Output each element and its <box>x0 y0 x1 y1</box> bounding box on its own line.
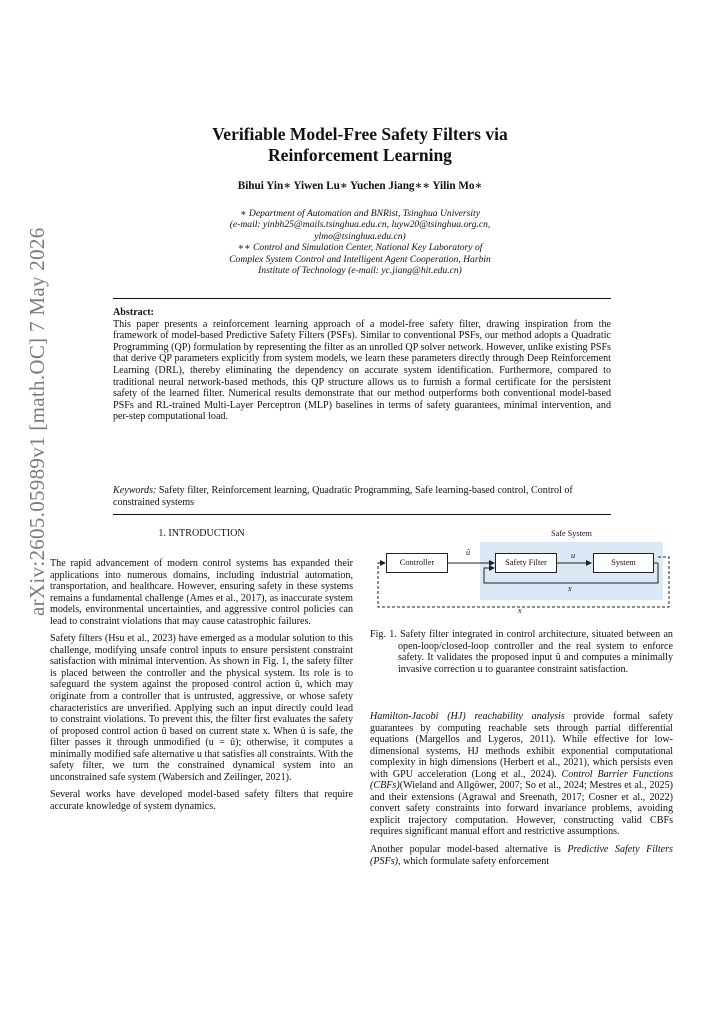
figure-1-diagram <box>370 527 675 617</box>
paragraph: The rapid advancement of modern control systems has expanded their applications into numerous domains, including industrial automation, transportation, and healthcare. However, ensuring safety in these systems remains a fundamental challenge (Ames et al., 2017), as inaccurate system models, environmental uncertainties, and aggressive control policies can lead to constraint violations that may cause catastrophic failures. <box>50 558 353 627</box>
left-column <box>50 558 353 818</box>
affiliation-line: ∗∗ Control and Simulation Center, National Key Laboratory of <box>237 242 483 254</box>
arxiv-id: arXiv:2605.05989v1 [math.OC] 7 May 2026 <box>25 227 49 616</box>
paragraph <box>370 844 673 867</box>
term-psf: Predictive Safety Filters (PSFs) <box>370 844 673 867</box>
caption-text: Safety filter integrated in control architecture, situated between an open-loop/closed-loop controller and the real system to enforce safety. It validates the proposed input û and computes a minimally invasive correction u to guarantee constraint satisfaction. <box>396 629 673 675</box>
keywords-label: Keywords: <box>113 485 157 496</box>
arxiv-stamp <box>8 160 56 620</box>
paragraph-text: , which formulate safety enforcement <box>398 855 550 867</box>
paragraph: Several works have developed model-based safety filters that require accurate knowledge of system dynamics. <box>50 789 353 812</box>
affiliation-line: ∗ Department of Automation and BNRist, Tsinghua University <box>240 208 480 219</box>
affiliations <box>150 208 570 276</box>
system-block: System <box>593 553 654 573</box>
u-label: u <box>571 551 576 560</box>
title-line-1: Verifiable Model-Free Safety Filters via <box>212 124 508 144</box>
safety-filter-block: Safety Filter <box>495 553 557 573</box>
safe-system-label: Safe System <box>551 529 592 538</box>
paragraph-text: provide formal safety guarantees by computing reachable sets through partial differential equations (Margellos and Lygeros, 2011). While effective for low-dimensional systems, HJ methods exhibit exponential computational complexity in high dimensions (Herbert et al., 2021), which persists even with GPU acceleration (Long et al., 2024). <box>370 711 673 780</box>
section-heading-introduction: 1. INTRODUCTION <box>158 528 245 539</box>
controller-block: Controller <box>386 553 448 573</box>
x-inner-label: x <box>568 584 572 593</box>
affiliation-line: ylmo@tsinghua.edu.cn) <box>314 230 406 242</box>
paragraph-text: (Wieland and Allgöwer, 2007; So et al., 2024; Mestres et al., 2025) and their extensions (Agrawal and Sreenath, 2017; Cosner et al., 2022) convert safety constraints into forward invariance problems, avoiding explicit trajectory computation. However, constructing valid CBFs requires significant manual effort and restrictive assumptions. <box>370 780 673 838</box>
abstract <box>113 307 611 423</box>
right-column <box>370 711 673 873</box>
affiliation-line: Complex System Control and Intelligent Agent Cooperation, Harbin <box>229 253 491 265</box>
term-cbf: Control Barrier Functions (CBFs) <box>370 768 674 792</box>
affiliation-line: Institute of Technology (e-mail: yc.jiang@hit.edu.cn) <box>258 265 462 277</box>
term-hj-reachability: Hamilton-Jacobi (HJ) reachability analysis <box>370 711 565 722</box>
x-outer-label: x <box>518 606 522 615</box>
paragraph-text: Another popular model-based alternative is <box>370 844 568 856</box>
keywords <box>113 485 611 508</box>
author-list: Bihui Yin∗ Yiwen Lu∗ Yuchen Jiang∗∗ Yilin Mo∗ <box>237 180 483 192</box>
u-hat-label: û <box>466 548 471 557</box>
abstract-heading: Abstract: <box>113 307 154 318</box>
abstract-top-rule <box>113 298 611 299</box>
affiliation-line: (e-mail: yinbh25@mails.tsinghua.edu.cn, luyw20@tsinghua.org.cn, <box>229 219 491 231</box>
abstract-bottom-rule <box>113 514 611 515</box>
paper-title <box>140 124 580 166</box>
paragraph: Safety filters (Hsu et al., 2023) have emerged as a modular solution to this challenge, modifying unsafe control inputs to ensure persistent constraint satisfaction with minimal intervention. As shown in Fig. 1, the safety filter is placed between the controller and the physical system. Its role is to safeguard the system against the proposed control action û, which may originate from a controller that is untrusted, aggressive, or whose safety characteristics are unverified. Applying such an input directly could lead to constraint violations. To prevent this, the filter first evaluates the safety of proposed control action û based on current state x. When û is safe, the filter passes it through unmodified (u = û); otherwise, it computes a minimally modified safe alternative u that satisfies all constraints. With the safety filter, we turn the constrained dynamical system into an unconstrained safe system (Wabersich and Zeilinger, 2021). <box>50 633 353 783</box>
caption-prefix: Fig. 1. <box>370 629 397 640</box>
abstract-body: This paper presents a reinforcement learning approach of a model-free safety filter, drawing inspiration from the framework of model-based Predictive Safety Filters (PSFs). Similar to conventional PSFs, our method adopts a Quadratic Programming (QP) formulation by representing the filter as an unrolled QP solver network. However, unlike existing PSFs that derive QP parameters explicitly from system models, we learn these parameters directly through Deep Reinforcement Learning (DRL), thereby eliminating the dependency on accurate system identification. Furthermore, compared to traditional neural network-based methods, this QP structure allows us to furnish a formal certificate for the persistent safety of the learned filter. Numerical results demonstrate that our method outperforms both conventional model-based PSFs and RL-trained Multi-Layer Perceptron (MLP) baselines in terms of safety guarantees, minimal intervention, and per-step computational load. <box>113 318 611 423</box>
figure-1-caption <box>370 629 673 675</box>
keywords-text: Safety filter, Reinforcement learning, Quadratic Programming, Safe learning-based control, Control of constrained systems <box>113 485 573 508</box>
title-line-2: Reinforcement Learning <box>268 145 452 165</box>
paragraph <box>370 711 673 838</box>
